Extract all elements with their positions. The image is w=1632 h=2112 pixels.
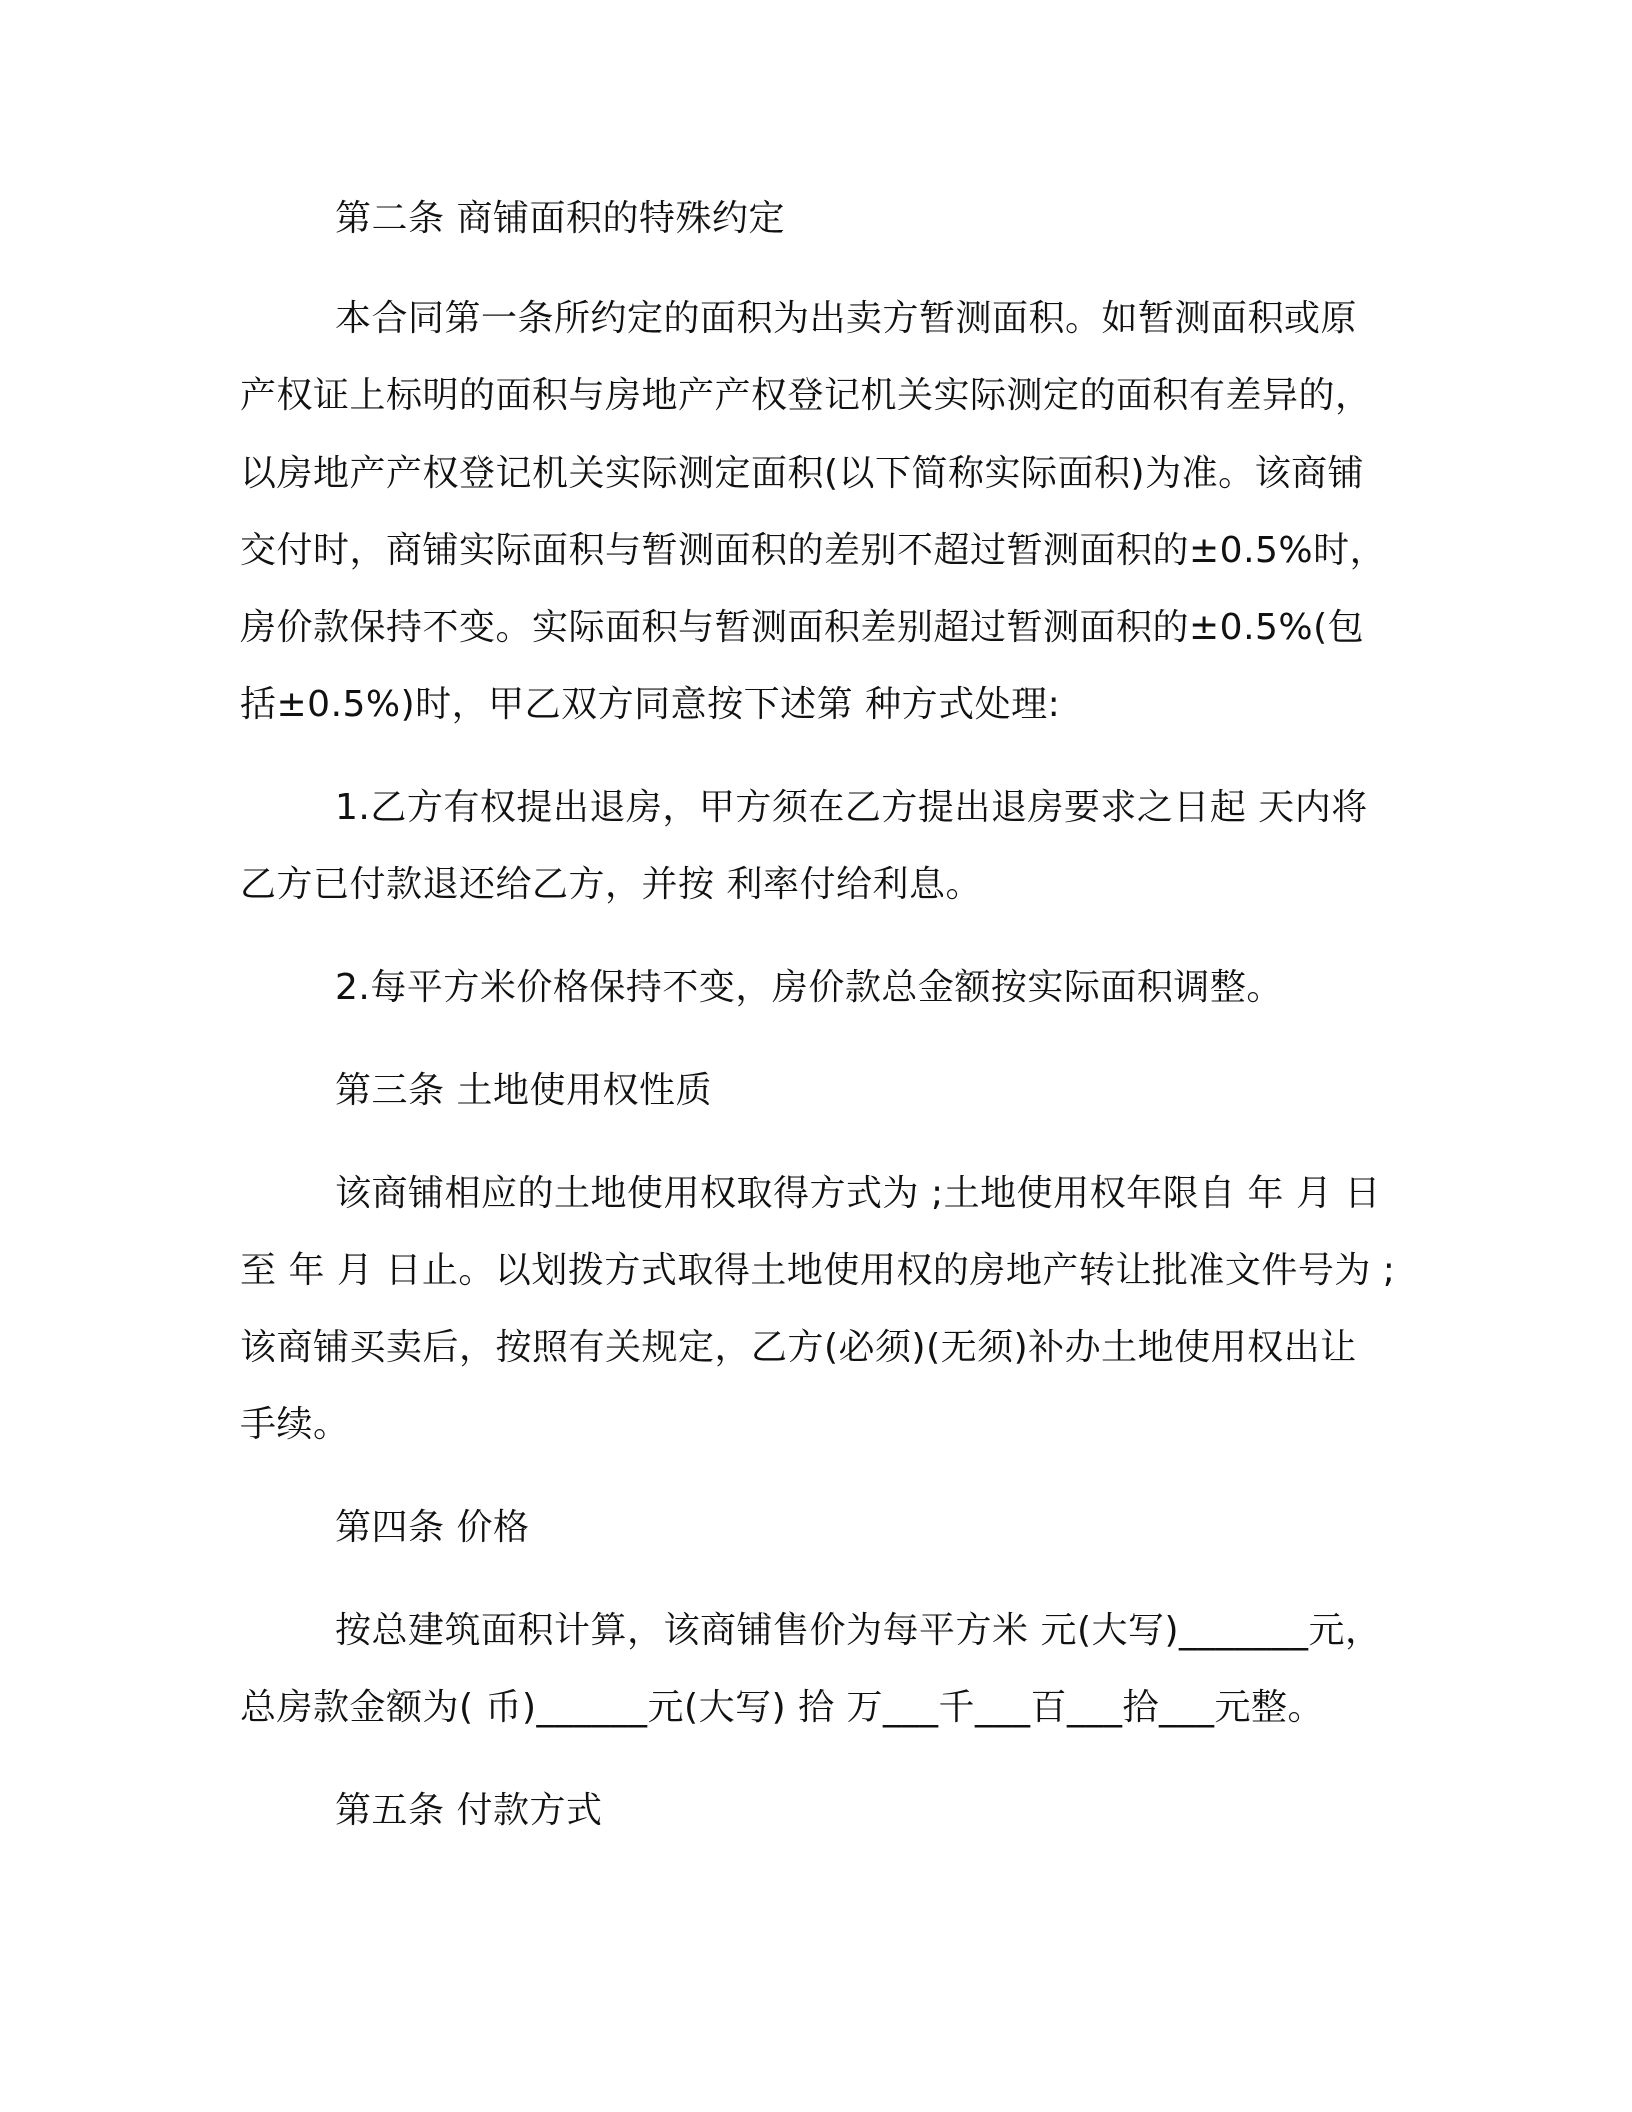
section-heading-2: 第二条 商铺面积的特殊约定 xyxy=(335,198,785,239)
paragraph-line: 该商铺相应的土地使用权取得方式为 ;土地使用权年限自 年 月 日 xyxy=(335,1173,1381,1214)
paragraph-line: 该商铺买卖后，按照有关规定，乙方(必须)(无须)补办土地使用权出让 xyxy=(240,1327,1357,1368)
paragraph-line: 本合同第一条所约定的面积为出卖方暂测面积。如暂测面积或原 xyxy=(335,298,1358,339)
paragraph-line: 至 年 月 日止。以划拨方式取得土地使用权的房地产转让批准文件号为 ; xyxy=(240,1250,1396,1291)
section-heading-5: 第五条 付款方式 xyxy=(335,1790,603,1831)
list-item-2: 2.每平方米价格保持不变，房价款总金额按实际面积调整。 xyxy=(335,967,1283,1008)
paragraph-line: 手续。 xyxy=(240,1404,350,1445)
section-heading-3: 第三条 土地使用权性质 xyxy=(335,1070,712,1111)
paragraph-line: 房价款保持不变。实际面积与暂测面积差别超过暂测面积的±0.5%(包 xyxy=(240,607,1365,648)
paragraph-line: 产权证上标明的面积与房地产产权登记机关实际测定的面积有差异的， xyxy=(240,375,1372,416)
paragraph-line: 括±0.5%)时，甲乙双方同意按下述第 种方式处理: xyxy=(240,684,1061,725)
list-item-1-cont: 乙方已付款退还给乙方，并按 利率付给利息。 xyxy=(240,864,982,905)
list-item-1: 1.乙方有权提出退房，甲方须在乙方提出退房要求之日起 天内将 xyxy=(335,787,1368,828)
paragraph-line: 交付时，商铺实际面积与暂测面积的差别不超过暂测面积的±0.5%时， xyxy=(240,530,1387,571)
paragraph-line: 以房地产产权登记机关实际测定面积(以下简称实际面积)为准。该商铺 xyxy=(240,453,1365,494)
document-page xyxy=(240,0,1400,2112)
section-heading-4: 第四条 价格 xyxy=(335,1507,530,1548)
paragraph-line: 按总建筑面积计算，该商铺售价为每平方米 元(大写)_______元， xyxy=(335,1610,1382,1651)
paragraph-line: 总房款金额为( 币)______元(大写) 拾 万___千___百___拾___元整。 xyxy=(240,1687,1325,1728)
